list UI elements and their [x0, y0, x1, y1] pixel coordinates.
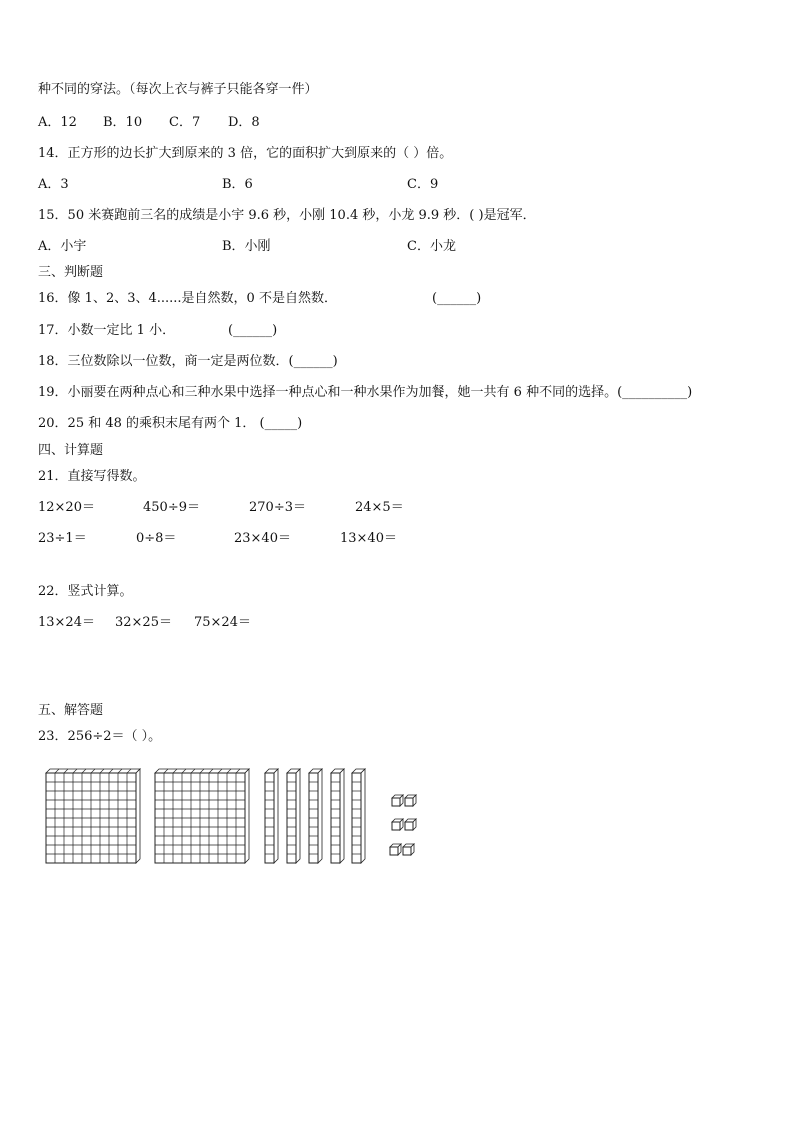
- ten-rod: [265, 769, 278, 863]
- unit-cube: [390, 844, 401, 855]
- q13-option-d: D．8: [228, 115, 260, 130]
- section-4-heading: 四、计算题: [38, 443, 104, 458]
- q17-question: 17．小数一定比 1 小．: [38, 323, 176, 338]
- hundred-block: [155, 769, 249, 863]
- q14-option-c: C．9: [407, 177, 439, 192]
- unit-cube: [392, 819, 403, 830]
- unit-cube: [403, 844, 414, 855]
- section-5-heading: 五、解答题: [38, 703, 104, 718]
- q21-item: 24×5＝: [355, 500, 404, 515]
- q21-question: 21．直接写得数。: [38, 469, 146, 484]
- q22-item: 75×24＝: [194, 615, 251, 630]
- ten-rod: [309, 769, 322, 863]
- unit-cube: [405, 819, 416, 830]
- q15-option-c: C．小龙: [407, 239, 456, 254]
- ten-rod: [331, 769, 344, 863]
- q21-item: 23×40＝: [234, 531, 291, 546]
- unit-cube: [392, 795, 403, 806]
- q21-item: 270÷3＝: [249, 500, 306, 515]
- q15-option-a: A．小宇: [38, 239, 87, 254]
- q15-question: 15．50 米赛跑前三名的成绩是小宇 9.6 秒，小刚 10.4 秒，小龙 9.9 秒．( )是冠军．: [38, 208, 536, 223]
- q13-option-c: C．7: [169, 115, 201, 130]
- q16-answer-blank[interactable]: (______): [432, 291, 482, 306]
- q14-option-a: A．3: [38, 177, 69, 192]
- section-3-heading: 三、判断题: [38, 265, 104, 280]
- q21-item: 12×20＝: [38, 500, 95, 515]
- ten-rod: [352, 769, 365, 863]
- hundred-block: [46, 769, 140, 863]
- unit-cube: [405, 795, 416, 806]
- q23-question: 23．256÷2＝（ ）。: [38, 729, 162, 744]
- q14-option-b: B．6: [222, 177, 253, 192]
- ten-rod: [287, 769, 300, 863]
- q22-item: 13×24＝: [38, 615, 95, 630]
- q17-answer-blank[interactable]: (______): [228, 323, 278, 338]
- q15-option-b: B．小刚: [222, 239, 271, 254]
- q21-item: 23÷1＝: [38, 531, 87, 546]
- q19-question: 19．小丽要在两种点心和三种水果中选择一种点心和一种水果作为加餐，她一共有 6 种不同的选择。(__________): [38, 385, 693, 400]
- q21-item: 0÷8＝: [136, 531, 177, 546]
- q21-item: 450÷9＝: [143, 500, 200, 515]
- q16-question: 16．像 1、2、3、4......是自然数，0 不是自然数．: [38, 291, 337, 306]
- q13-option-a: A．12: [38, 115, 77, 130]
- q22-question: 22．竖式计算。: [38, 584, 133, 599]
- q22-item: 32×25＝: [115, 615, 172, 630]
- intro-line: 种不同的穿法。（每次上衣与裤子只能各穿一件）: [38, 82, 318, 97]
- q14-question: 14．正方形的边长扩大到原来的 3 倍，它的面积扩大到原来的（ ）倍。: [38, 146, 453, 161]
- q20-question: 20．25 和 48 的乘积末尾有两个 1． (_____): [38, 416, 303, 431]
- q18-question: 18．三位数除以一位数，商一定是两位数．(______): [38, 354, 338, 369]
- q21-item: 13×40＝: [340, 531, 397, 546]
- q13-option-b: B．10: [103, 115, 143, 130]
